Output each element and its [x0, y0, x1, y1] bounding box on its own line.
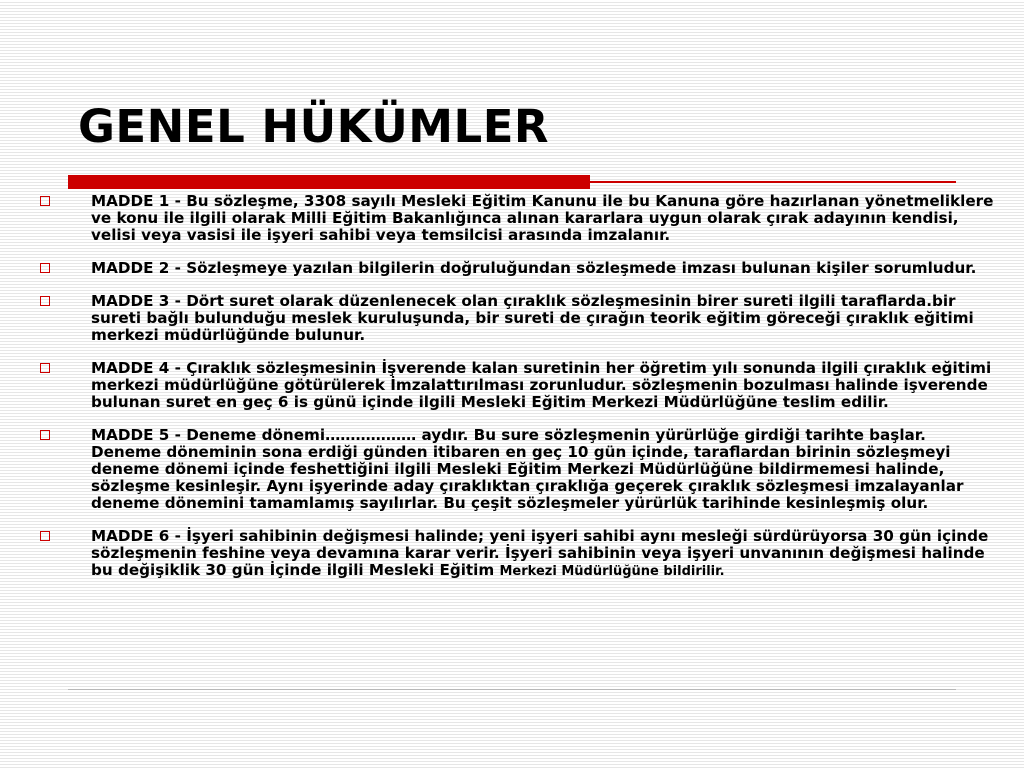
- hollow-square-bullet-icon: [40, 263, 50, 273]
- hollow-square-bullet-icon: [40, 196, 50, 206]
- bullet-item-madde-3: [40, 293, 998, 344]
- hollow-square-bullet-icon: [40, 296, 50, 306]
- bullet-item-madde-5: [40, 427, 998, 512]
- bullet-text: MADDE 4 - Çıraklık sözleşmesinin İşverende kalan suretinin her öğretim yılı sonunda ilgili çıraklık eğitimi merkezi müdürlüğüne götürülerek İmzalattırılması zorunludur. sözleşmenin bozulması halinde işverende bulunan suret en geç 6 is günü içinde ilgili Mesleki Eğitim Merkezi Müdürlüğüne teslim edilir.: [91, 359, 992, 411]
- hollow-square-bullet-icon: [40, 363, 50, 373]
- bullet-text: MADDE 3 - Dört suret olarak düzenlenecek olan çıraklık sözleşmesinin birer sureti ilgili taraflarda.bir sureti bağlı bulunduğu meslek kuruluşunda, bir sureti de çırağın teorik eğitim göreceği çıraklık eğitimi merkezi müdürlüğünde bulunur.: [91, 292, 974, 344]
- bottom-divider: [68, 689, 956, 690]
- hollow-square-bullet-icon: [40, 430, 50, 440]
- title-underline-line: [590, 181, 956, 183]
- bullet-text: [91, 528, 998, 580]
- title-underline: [68, 175, 956, 189]
- hollow-square-bullet-icon: [40, 531, 50, 541]
- bullet-text: MADDE 1 - Bu sözleşme, 3308 sayılı Mesleki Eğitim Kanunu ile bu Kanuna göre hazırlanan yönetmeliklere ve konu ile ilgili olarak Milli Eğitim Bakanlığınca alınan kararlara uygun olarak çırak adayının kendisi, velisi veya vasisi ile işyeri sahibi veya temsilcisi arasında imzalanır.: [91, 192, 994, 244]
- bullet-text: MADDE 5 - Deneme dönemi……………… aydır. Bu sure sözleşmenin yürürlüğe girdiği tarihte başlar. Deneme döneminin sona erdiği günden itibaren en geç 10 gün içinde, taraflardan birinin sözleşmeyi deneme dönemi içinde feshettiğini ilgili Mesleki Eğitim Merkezi Müdürlüğüne bildirmemesi halinde, sözleşme kesinleşir. Aynı işyerinde aday çıraklıktan çıraklığa geçerek çıraklık sözleşmesi imzalayanlar deneme dönemini tamamlamış sayılırlar. Bu çeşit sözleşmeler yürürlük tarihinde kesinleşmiş olur.: [91, 426, 964, 512]
- bullet-text-main: MADDE 6 - İşyeri sahibinin değişmesi halinde; yeni işyeri sahibi aynı mesleği sürdürüyorsa 30 gün içinde sözleşmenin feshine veya devamına karar verir. İşyeri sahibinin veya işyeri unvanının değişmesi halinde bu değişiklik 30 gün İçinde ilgili Mesleki Eğitim: [91, 527, 989, 579]
- slide-title: GENEL HÜKÜMLER: [78, 100, 550, 153]
- title-underline-bar: [68, 175, 590, 189]
- bullet-item-madde-4: [40, 360, 998, 411]
- bullet-text-small: Merkezi Müdürlüğüne bildirilir.: [499, 564, 725, 579]
- bullet-text: MADDE 2 - Sözleşmeye yazılan bilgilerin doğruluğundan sözleşmede imzası bulunan kişiler sorumludur.: [91, 259, 977, 277]
- bullet-item-madde-2: [40, 260, 998, 277]
- bullet-item-madde-6: [40, 528, 998, 580]
- bullet-item-madde-1: [40, 193, 998, 244]
- bullet-list: [40, 193, 998, 596]
